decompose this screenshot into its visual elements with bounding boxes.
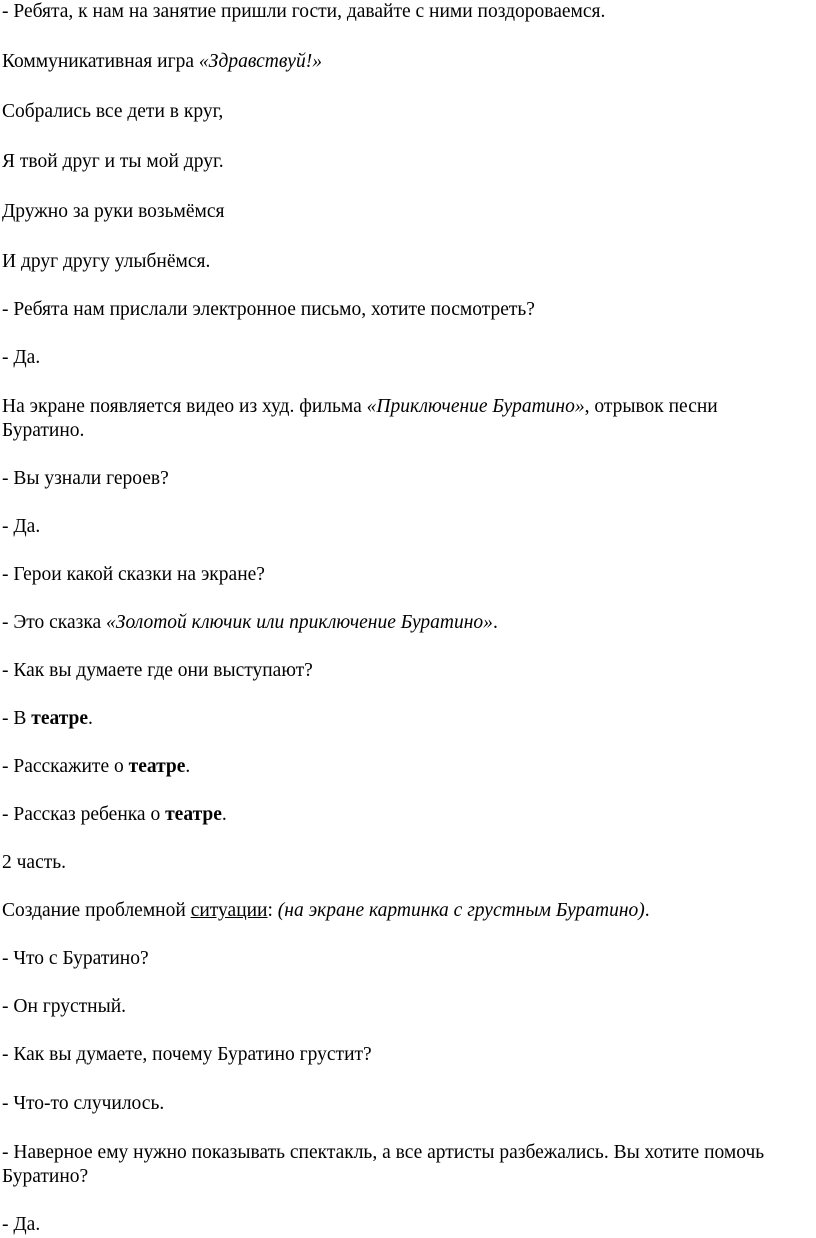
film-title: «Приключение Буратино» bbox=[366, 396, 585, 417]
text-run: Коммуникативная игра bbox=[2, 51, 199, 72]
paragraph-video bbox=[2, 395, 802, 443]
text-run: . bbox=[185, 756, 191, 777]
game-name: «Здравствуй!» bbox=[198, 51, 322, 72]
text-run: . bbox=[88, 708, 93, 729]
section-heading-part-2: 2 часть. bbox=[2, 852, 67, 873]
text-run: . bbox=[221, 804, 227, 825]
paragraph-help-buratino: - Наверное ему нужно показывать спектакль, а все артисты разбежались. Вы хотите помочь Буратино? bbox=[2, 1142, 765, 1187]
poem-line-2: Я твой друг и ты мой друг. bbox=[2, 151, 224, 172]
text-run: Создание проблемной bbox=[2, 900, 191, 921]
screen-note: (на экране картинка с грустным Буратино) bbox=[277, 900, 645, 921]
paragraph-game-title bbox=[2, 50, 802, 74]
poem-line-1: Собрались все дети в круг, bbox=[2, 101, 224, 122]
question-fairy-tale: - Герои какой сказки на экране? bbox=[2, 564, 265, 585]
text-run: На экране появляется видео из худ. фильма bbox=[2, 396, 367, 417]
answer-fairy-tale bbox=[2, 611, 802, 635]
text-run: . bbox=[644, 900, 650, 921]
answer-yes: - Да. bbox=[2, 516, 41, 537]
fairy-tale-title: «Золотой ключик или приключение Буратино» bbox=[106, 612, 493, 633]
question-why-sad: - Как вы думаете, почему Буратино грустит? bbox=[2, 1044, 372, 1065]
question-what-happened: - Что с Буратино? bbox=[2, 948, 149, 969]
text-run: , отрывок песни Буратино. bbox=[2, 396, 718, 441]
text-run: - Это сказка bbox=[2, 612, 107, 633]
underlined-situation: ситуации bbox=[190, 900, 268, 921]
text-run: - В bbox=[2, 708, 32, 729]
text-run: . bbox=[492, 612, 498, 633]
answer-sad: - Он грустный. bbox=[2, 996, 127, 1017]
paragraph-email: - Ребята нам прислали электронное письмо, хотите посмотреть? bbox=[2, 299, 535, 320]
question-where: - Как вы думаете где они выступают? bbox=[2, 660, 313, 681]
poem-line-3: Дружно за руки возьмёмся bbox=[2, 201, 225, 222]
child-story bbox=[2, 803, 802, 827]
keyword-theatre: театре bbox=[128, 756, 186, 777]
answer-something-happened: - Что-то случилось. bbox=[2, 1093, 165, 1114]
request-tell-about-theatre bbox=[2, 755, 802, 779]
answer-yes: - Да. bbox=[2, 1214, 41, 1235]
paragraph-problem-situation bbox=[2, 899, 802, 923]
keyword-theatre: театре bbox=[31, 708, 89, 729]
question-heroes: - Вы узнали героев? bbox=[2, 468, 169, 489]
text-run: : bbox=[267, 900, 278, 921]
text-run: - Расскажите о bbox=[2, 756, 129, 777]
answer-theatre bbox=[2, 707, 802, 731]
answer-yes: - Да. bbox=[2, 347, 41, 368]
poem-line-4: И друг другу улыбнёмся. bbox=[2, 251, 211, 272]
keyword-theatre: театре bbox=[165, 804, 222, 825]
text-run: - Рассказ ребенка о bbox=[2, 804, 166, 825]
paragraph-greeting: - Ребята, к нам на занятие пришли гости, давайте с ними поздороваемся. bbox=[2, 1, 606, 22]
